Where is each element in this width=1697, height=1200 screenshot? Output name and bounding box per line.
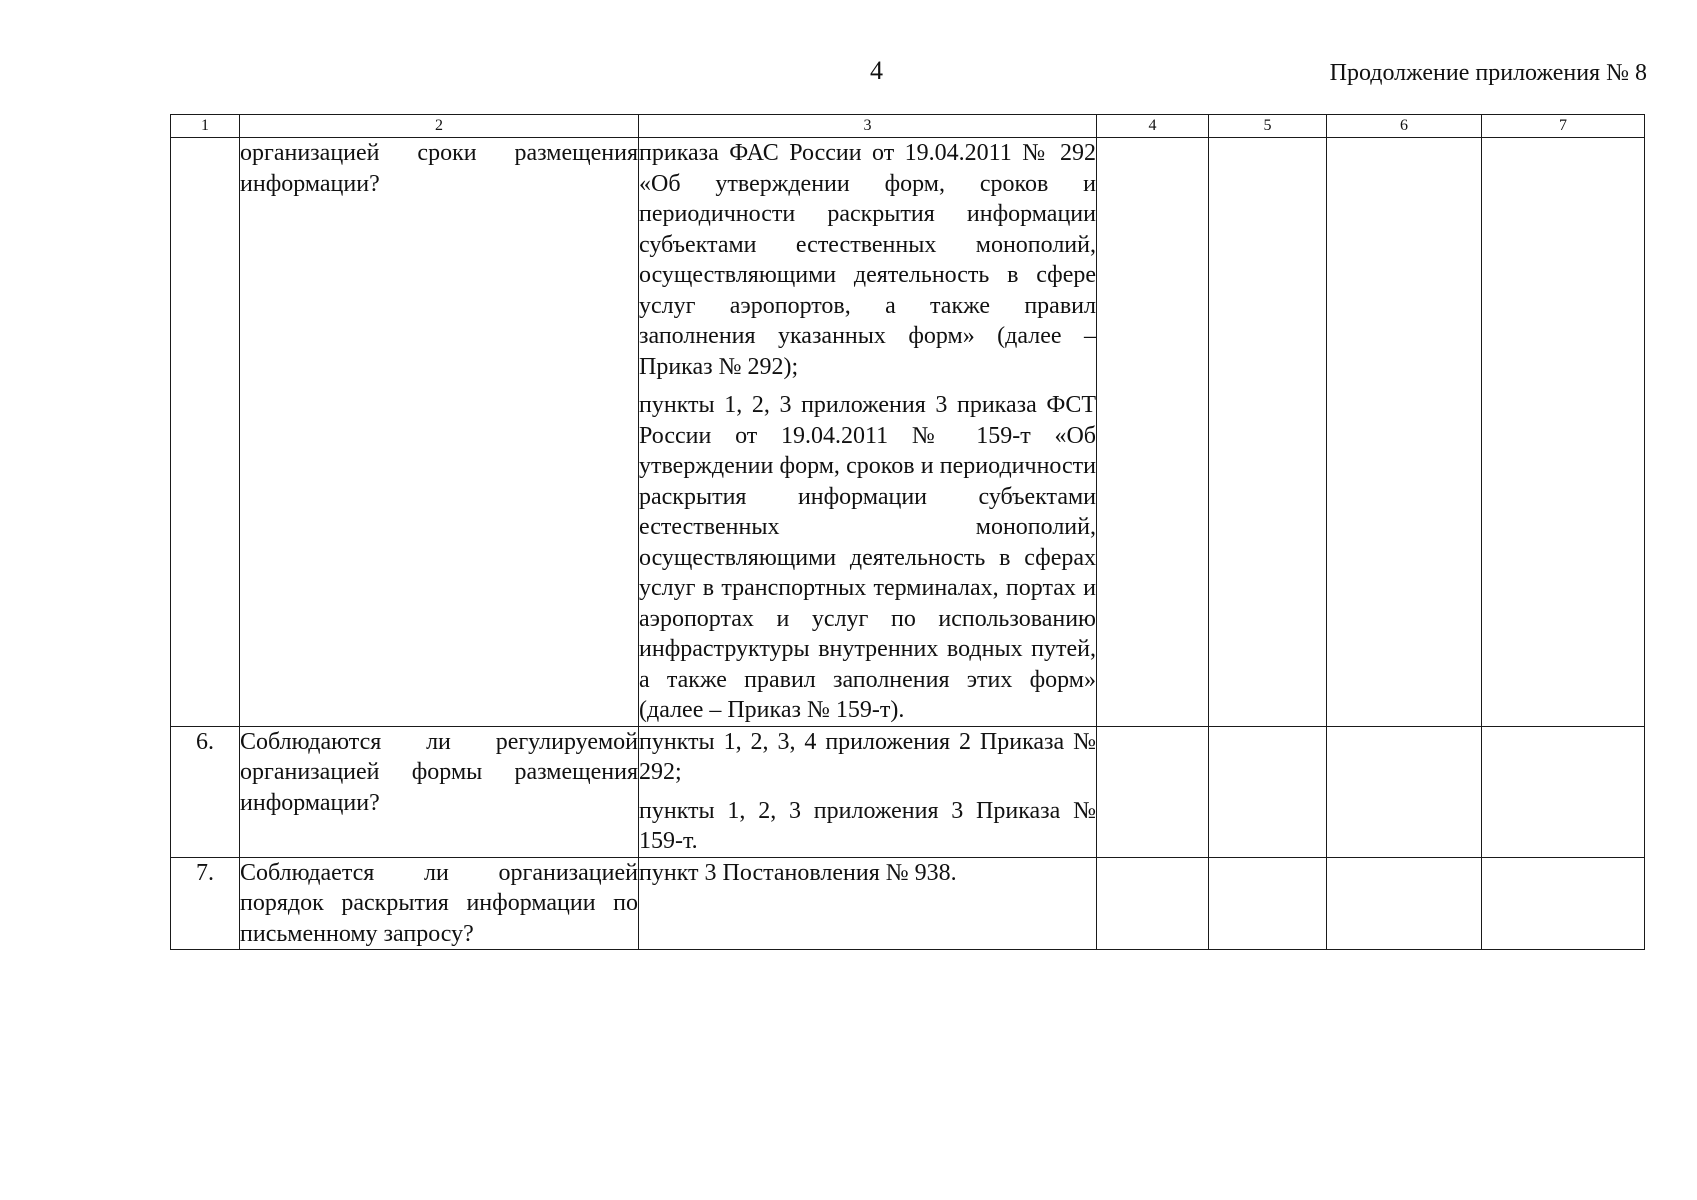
empty-cell (1097, 138, 1209, 727)
question-text: Соблюдаются ли регулируемой организацией формы размещения информации? (240, 728, 638, 816)
legal-reference-cell (639, 726, 1097, 857)
empty-cell (1327, 857, 1482, 950)
empty-cell (1327, 726, 1482, 857)
empty-cell (1097, 857, 1209, 950)
row-number: 7. (171, 857, 240, 950)
table-row (171, 138, 1645, 727)
legal-reference: пункты 1, 2, 3 приложения 3 приказа ФСТ России от 19.04.2011 № 159-т «Об утверждении форм, сроков и периодичности раскрытия информации субъектами естественных монополий, осуществляющими деятельность в сферах услуг в транспортных терминалах, портах и аэропортах и услуг по использованию инфраструктуры внутренних водных путей, а также правил заполнения этих форм» (далее – Приказ № 159-т). (639, 392, 1096, 723)
legal-reference: приказа ФАС России от 19.04.2011 № 292 «Об утверждении форм, сроков и периодичности раскрытия информации субъектами естественных монополий, осуществляющими деятельность в сфере услуг аэропортов, а также правил заполнения указанных форм» (далее – Приказ № 292); (639, 140, 1096, 380)
empty-cell (1482, 726, 1645, 857)
legal-reference: пункты 1, 2, 3, 4 приложения 2 Приказа № 292; (639, 728, 1096, 785)
row-number: 6. (171, 726, 240, 857)
empty-cell (1097, 726, 1209, 857)
column-header: 5 (1209, 115, 1327, 138)
column-header: 4 (1097, 115, 1209, 138)
legal-reference-cell (639, 138, 1097, 727)
empty-cell (1209, 726, 1327, 857)
column-header: 7 (1482, 115, 1645, 138)
column-number-row (171, 115, 1645, 138)
empty-cell (1209, 138, 1327, 727)
legal-reference: пункт 3 Постановления № 938. (639, 859, 957, 886)
column-header: 6 (1327, 115, 1482, 138)
column-header: 1 (171, 115, 240, 138)
column-header: 3 (639, 115, 1097, 138)
empty-cell (1482, 857, 1645, 950)
legal-reference-cell (639, 857, 1097, 950)
question-cell (240, 857, 639, 950)
question-cell (240, 726, 639, 857)
page-number: 4 (870, 56, 883, 85)
empty-cell (1327, 138, 1482, 727)
question-cell (240, 138, 639, 727)
empty-cell (1209, 857, 1327, 950)
table-row (171, 726, 1645, 857)
column-header: 2 (240, 115, 639, 138)
table-row (171, 857, 1645, 950)
checklist-table (170, 114, 1645, 950)
empty-cell (1482, 138, 1645, 727)
question-text: организацией сроки размещения информации? (240, 140, 638, 197)
legal-reference: пункты 1, 2, 3 приложения 3 Приказа № 159-т. (639, 797, 1096, 854)
question-text: Соблюдается ли организацией порядок раскрытия информации по письменному запросу? (240, 859, 638, 947)
appendix-continuation-label: Продолжение приложения № 8 (1329, 60, 1647, 86)
row-number (171, 138, 240, 727)
